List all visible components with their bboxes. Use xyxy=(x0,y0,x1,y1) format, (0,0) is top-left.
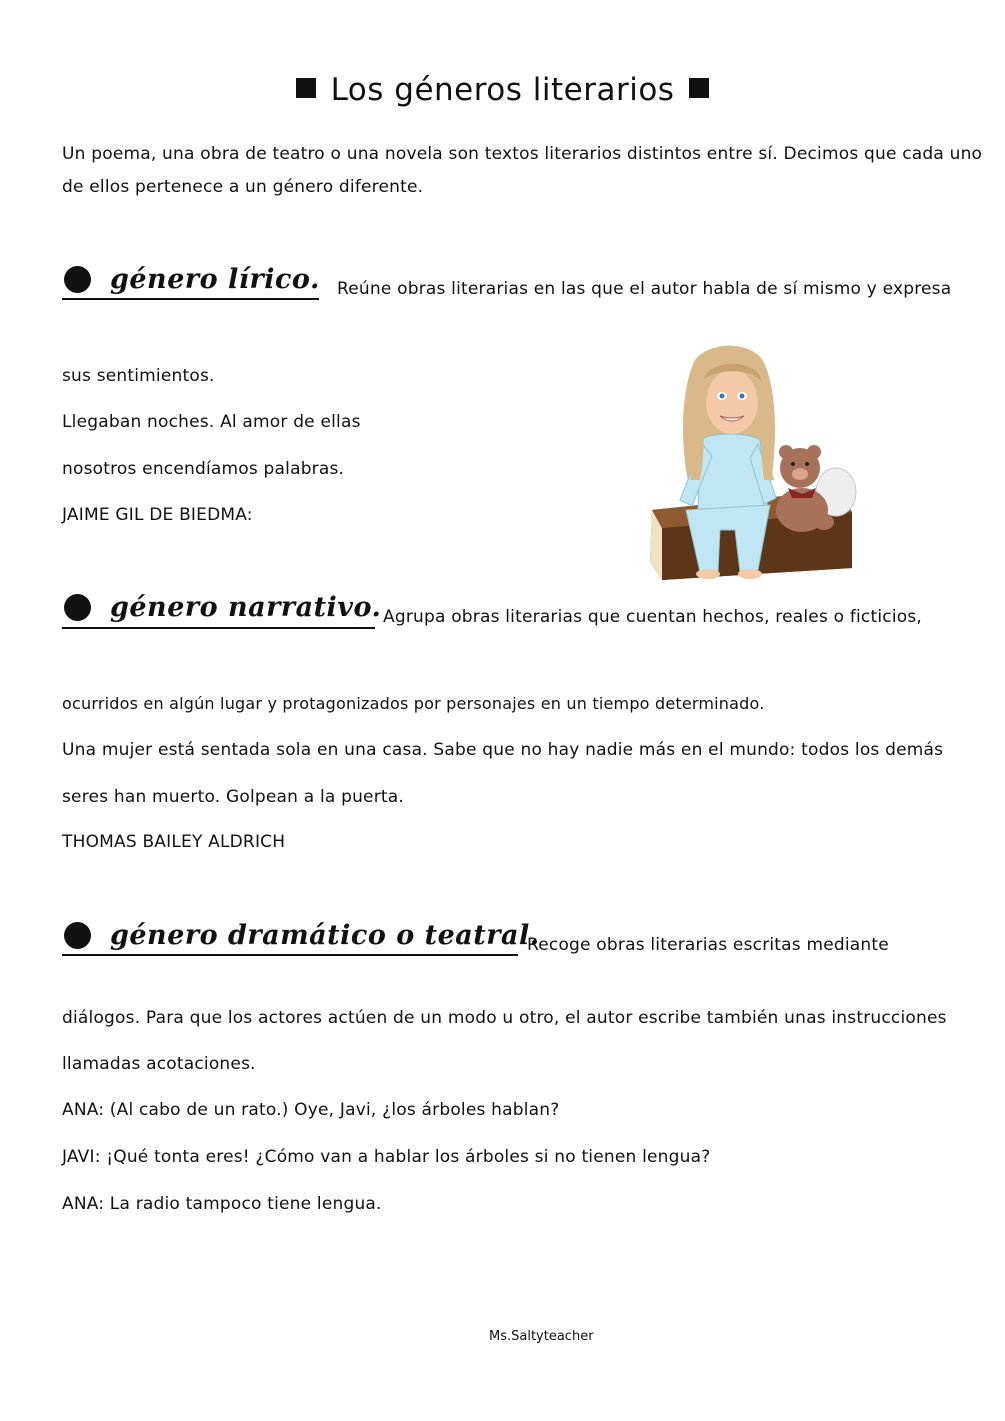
dramatico-desc-3: llamadas acotaciones. xyxy=(62,1054,256,1074)
narrativo-desc-2: ocurridos en algún lugar y protagonizados por personajes en un tiempo determinado. xyxy=(62,694,765,713)
heading-underline xyxy=(62,954,518,956)
dialogue-line: ANA: (Al cabo de un rato.) Oye, Javi, ¿los árboles hablan? xyxy=(62,1100,560,1120)
narrativo-example-1: Una mujer está sentada sola en una casa. Sabe que no hay nadie más en el mundo: todos los demás xyxy=(62,740,944,760)
lirico-author: JAIME GIL DE BIEDMA: xyxy=(62,505,253,525)
intro-line-1: Un poema, una obra de teatro o una novela son textos literarios distintos entre sí. Decimos que cada uno xyxy=(62,144,983,164)
dramatico-desc-2: diálogos. Para que los actores actúen de un modo u otro, el autor escribe también unas instrucciones xyxy=(62,1008,947,1028)
heading-underline xyxy=(62,627,375,629)
intro-line-2: de ellos pertenece a un género diferente. xyxy=(62,177,424,197)
heading-narrativo: género narrativo. xyxy=(110,592,382,623)
page-title-text: Los géneros literarios xyxy=(330,72,675,108)
dramatico-desc-1: Recoge obras literarias escritas mediante xyxy=(527,935,889,955)
square-bullet-icon xyxy=(296,78,316,98)
square-bullet-icon xyxy=(689,78,709,98)
narrativo-desc-1: Agrupa obras literarias que cuentan hechos, reales o ficticios, xyxy=(383,607,923,627)
lirico-example-1: Llegaban noches. Al amor de ellas xyxy=(62,412,361,432)
lirico-desc-1: Reúne obras literarias en las que el autor habla de sí mismo y expresa xyxy=(337,279,952,299)
dialogue-line: ANA: La radio tampoco tiene lengua. xyxy=(62,1194,382,1214)
lirico-desc-2: sus sentimientos. xyxy=(62,366,215,386)
narrativo-author: THOMAS BAILEY ALDRICH xyxy=(62,832,286,852)
page-title xyxy=(0,72,1005,108)
teacher-avatar-illustration xyxy=(640,340,860,585)
heading-lirico: género lírico. xyxy=(110,264,320,295)
narrativo-example-2: seres han muerto. Golpean a la puerta. xyxy=(62,787,404,807)
footer-credit: Ms.Saltyteacher xyxy=(489,1329,594,1344)
heading-dramatico: género dramático o teatral. xyxy=(110,920,540,951)
bullet-icon xyxy=(64,922,91,949)
bullet-icon xyxy=(64,266,91,293)
heading-underline xyxy=(62,298,319,300)
dialogue-line: JAVI: ¡Qué tonta eres! ¿Cómo van a hablar los árboles si no tienen lengua? xyxy=(62,1147,711,1167)
bullet-icon xyxy=(64,594,91,621)
lirico-example-2: nosotros encendíamos palabras. xyxy=(62,459,345,479)
